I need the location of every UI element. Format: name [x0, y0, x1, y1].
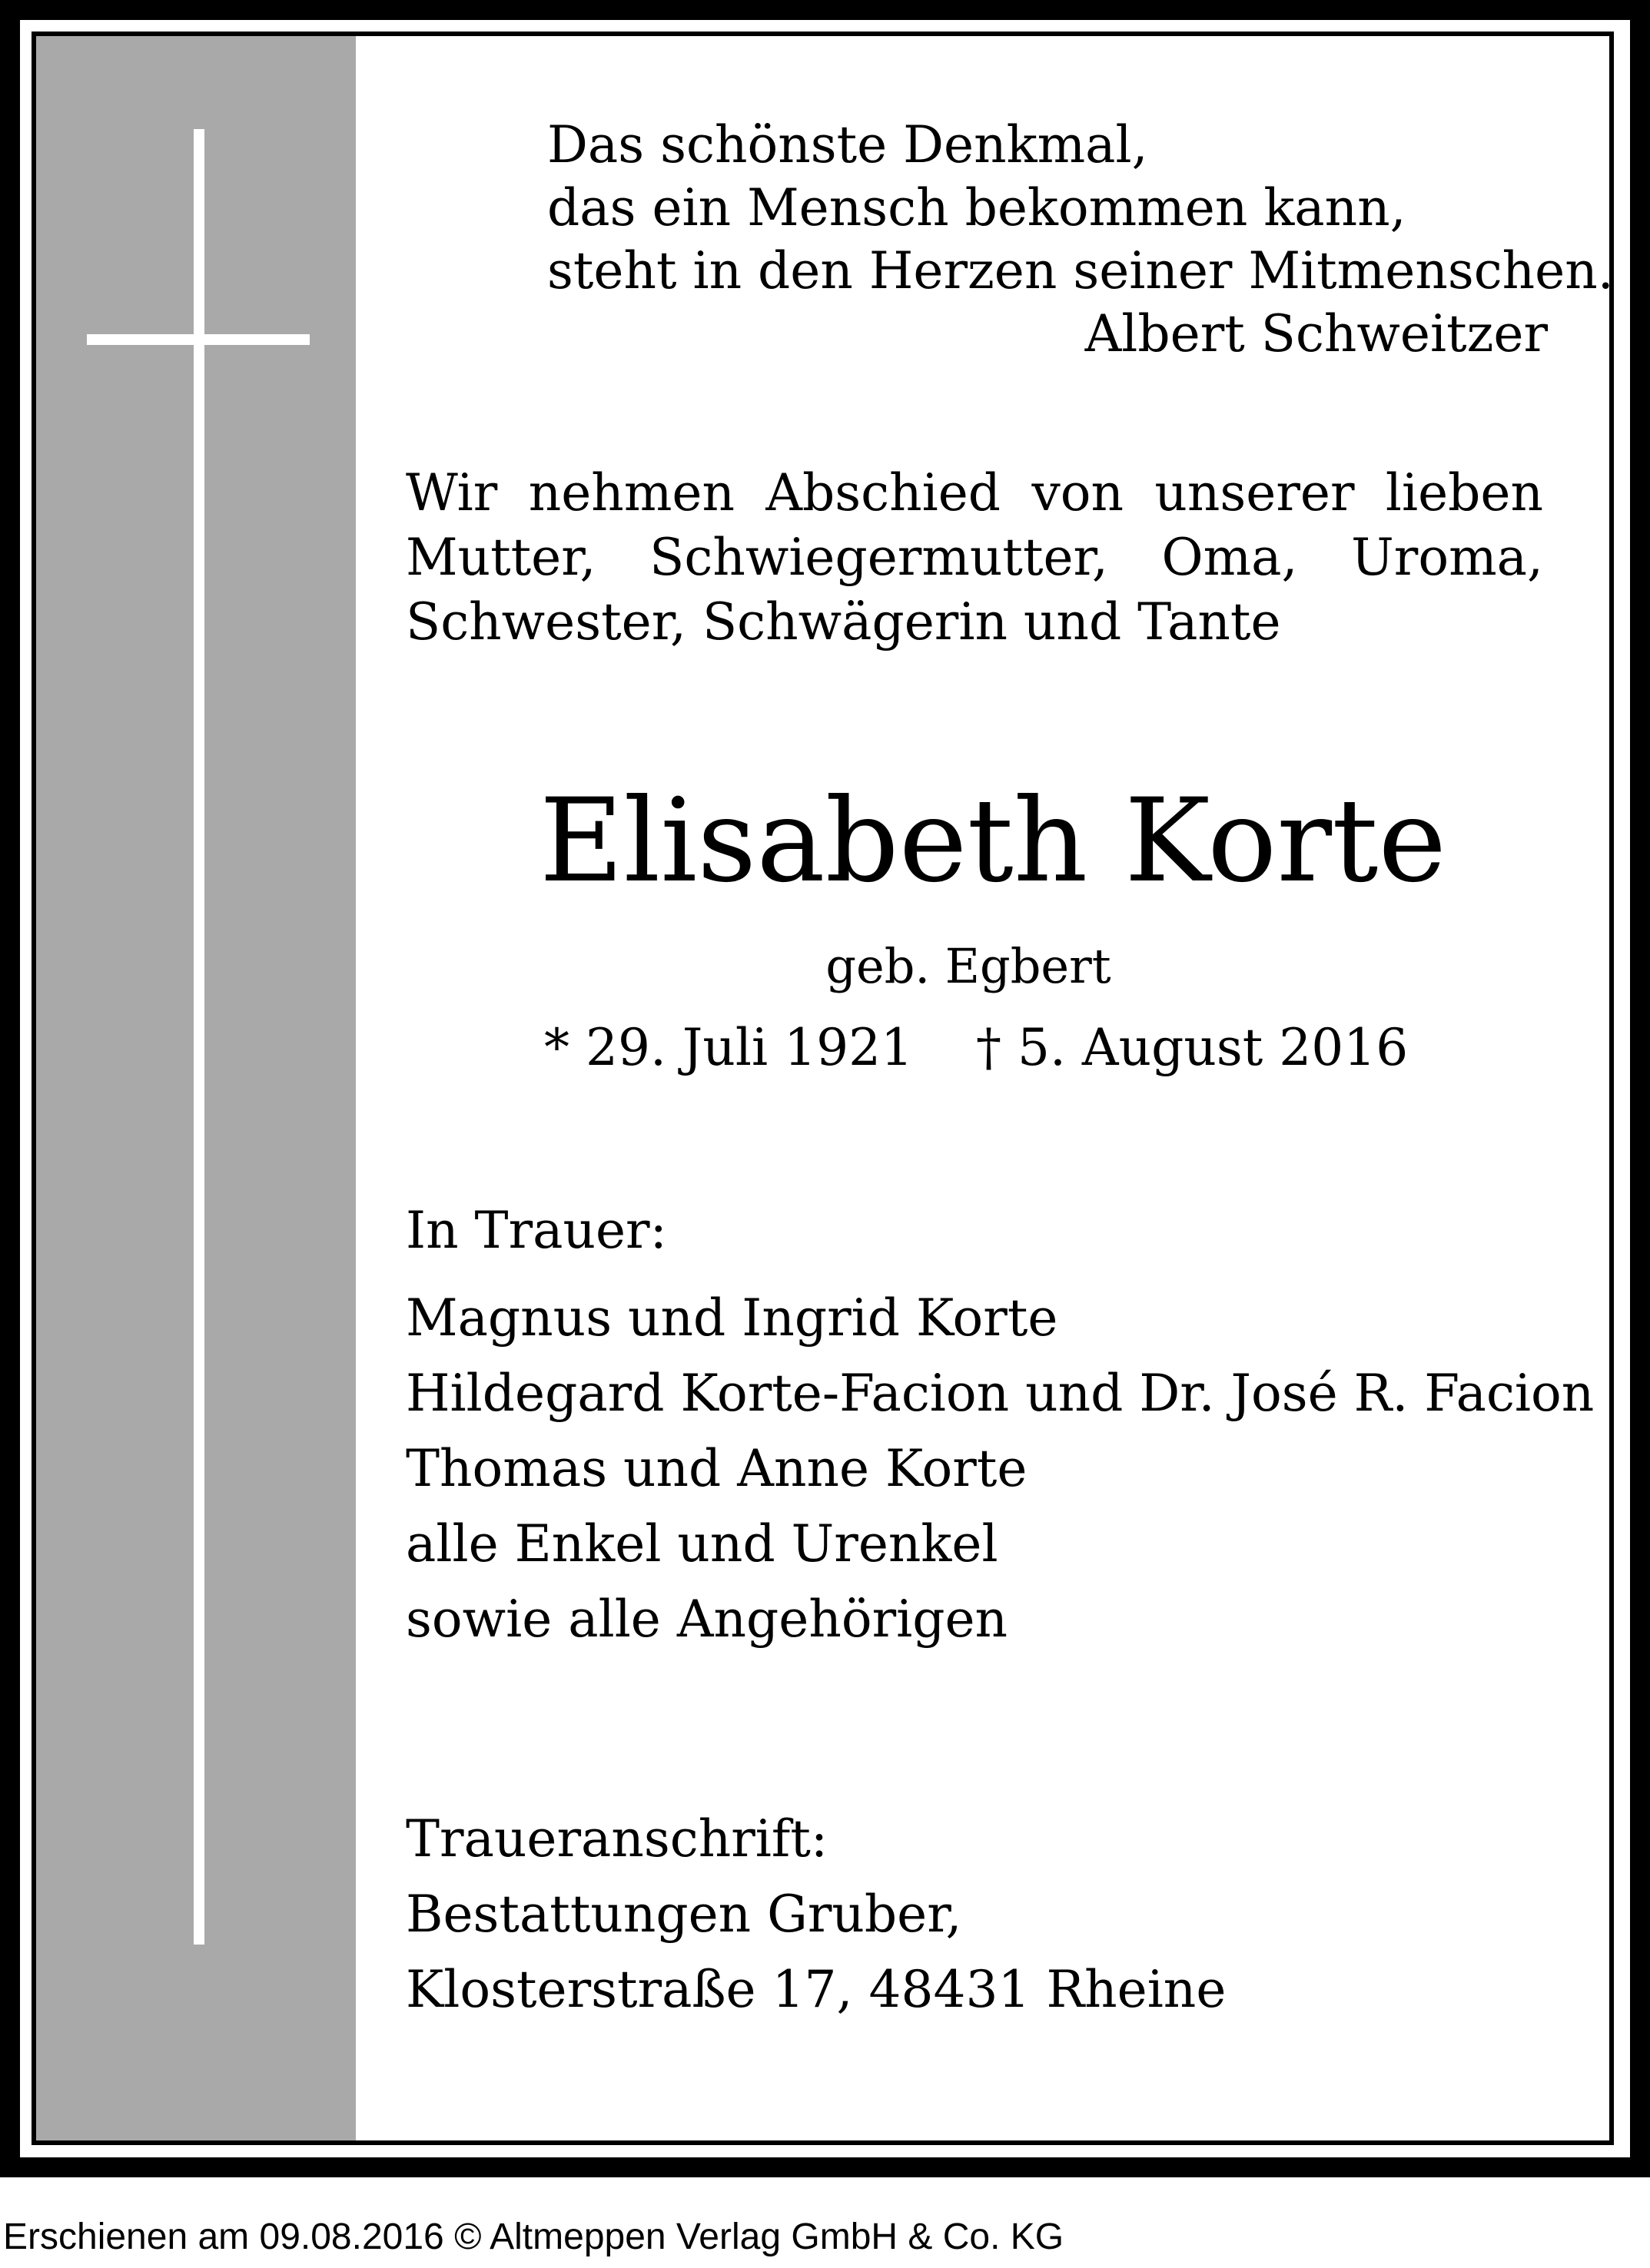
mourners-heading: In Trauer: — [406, 1201, 667, 1260]
mourner-name: Thomas und Anne Korte — [406, 1439, 1028, 1498]
publication-footer: Erschienen am 09.08.2016 © Altmeppen Verlag GmbH & Co. KG — [3, 2217, 1064, 2257]
quote-author: Albert Schweitzer — [1084, 304, 1548, 363]
farewell-intro — [406, 461, 1543, 655]
mourner-name: Hildegard Korte-Facion und Dr. José R. Facion — [406, 1364, 1595, 1423]
mourner-name: Magnus und Ingrid Korte — [406, 1288, 1058, 1348]
address-line: Klosterstraße 17, 48431 Rheine — [406, 1960, 1227, 2019]
quote-line: das ein Mensch bekommen kann, — [547, 178, 1406, 237]
mourner-name: sowie alle Angehörigen — [406, 1590, 1008, 1649]
intro-line: Mutter, Schwiegermutter, Oma, Uroma, — [406, 528, 1543, 587]
address-heading: Traueranschrift: — [406, 1809, 828, 1868]
mourner-name: alle Enkel und Urenkel — [406, 1514, 998, 1573]
quote-line: Das schönste Denkmal, — [547, 115, 1148, 174]
intro-line: Wir nehmen Abschied von unserer lieben — [406, 463, 1543, 522]
birth-date: * 29. Juli 1921 — [544, 1018, 914, 1077]
cross-icon — [194, 129, 204, 1945]
quote-line: steht in den Herzen seiner Mitmenschen. — [547, 241, 1614, 300]
cross-icon-crossbar — [87, 334, 310, 345]
intro-line: Schwester, Schwägerin und Tante — [406, 592, 1281, 652]
address-line: Bestattungen Gruber, — [406, 1885, 962, 1944]
maiden-name: geb. Egbert — [825, 938, 1111, 994]
death-date: † 5. August 2016 — [976, 1018, 1409, 1077]
deceased-name: Elisabeth Korte — [539, 774, 1447, 908]
